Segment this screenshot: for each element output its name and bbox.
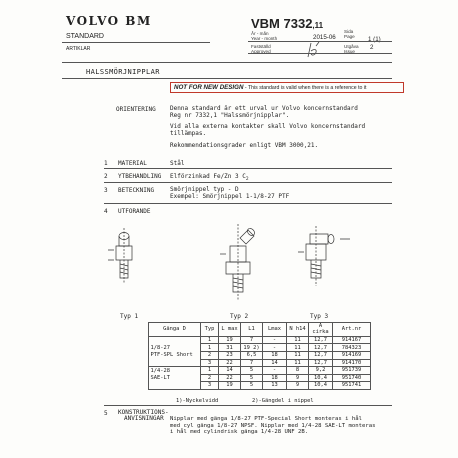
table-cell: 22 [219, 374, 241, 382]
page-value: 1 (1) [368, 36, 381, 43]
ytbehandling-text: Elförzinkad Fe/Zn 3 C [170, 173, 246, 180]
orientering-line: Reg nr 7332,1 "Halssmörjnipplar". [170, 111, 290, 119]
header-divider-right-2 [248, 53, 392, 54]
issue-label-en: Issue [344, 48, 355, 54]
header-divider-left [62, 42, 210, 43]
table-cell: - [263, 336, 287, 344]
notice-title: NOT FOR NEW DESIGN [174, 84, 244, 91]
beteckning-example: Exempel: Smörjnippel 1-1/8-27 PTF [170, 192, 290, 200]
section-number: 4 [104, 208, 108, 215]
type-1-caption: Typ 1 [120, 313, 139, 320]
table-cell: 2 [201, 352, 219, 360]
table-cell: 12,7 [309, 352, 333, 360]
table-header-row [149, 323, 371, 337]
table-cell: 11 [287, 344, 309, 352]
type-2-caption: Typ 2 [230, 313, 249, 320]
orientering-line: Vid alla externa kontakter skall Volvo koncernstandard [170, 123, 366, 131]
table-cell: 12,7 [309, 336, 333, 344]
issue-value: 2 [370, 44, 374, 51]
column-header: Gänga D [149, 323, 201, 337]
section-rule [104, 203, 392, 204]
table-row [149, 344, 371, 352]
utforande-label: UTFORANDE [118, 208, 151, 215]
table-cell: 9 [287, 374, 309, 382]
title-rule [62, 78, 392, 79]
table-cell: 5 [241, 374, 263, 382]
column-header: Typ [201, 323, 219, 337]
table-cell: - [263, 344, 287, 352]
ytbehandling-value [170, 173, 249, 182]
table-cell: 951740 [333, 374, 371, 382]
approval-signature [303, 40, 323, 60]
section-number: 3 [104, 187, 108, 194]
column-header: A cirka [309, 323, 333, 337]
orientering-line: Denna standard är ett urval ur Volvo koncernstandard [170, 105, 358, 112]
doc-number-suffix: ,11 [312, 21, 324, 30]
column-header: Lmax [263, 323, 287, 337]
table-cell: 9,2 [309, 367, 333, 375]
approved-label-en: Approved [251, 48, 271, 54]
notice-text: - This standard is valid when there is a reference to it [243, 85, 367, 91]
year-label-sv: År - mån [251, 31, 269, 36]
table-cell: 10,4 [309, 374, 333, 382]
table-cell: 1 [201, 336, 219, 344]
prepared-label: Fastställd [251, 44, 271, 49]
table-cell: 5 [241, 367, 263, 375]
table-cell: 9 [287, 382, 309, 390]
table-cell: 23 [219, 352, 241, 360]
table-row [149, 359, 371, 367]
beteckning-value [170, 187, 289, 200]
thread-cell: 1/8-27 [149, 344, 201, 352]
table-cell: 7 [241, 359, 263, 367]
page-label-sv: Sida [344, 29, 354, 34]
table-cell: 914169 [333, 352, 371, 360]
column-header: L max [219, 323, 241, 337]
articles-label: ARTIKLAR [66, 46, 91, 52]
ytbehandling-subscript: 2 [245, 177, 249, 183]
table-cell: 14 [219, 367, 241, 375]
table-cell: 784323 [333, 344, 371, 352]
doc-number [251, 16, 323, 31]
type-3-caption: Typ 3 [310, 313, 329, 320]
year-label-en: Year - month [251, 35, 278, 41]
year-label [251, 32, 277, 41]
table-cell: 914170 [333, 359, 371, 367]
table-cell: 31 [219, 344, 241, 352]
section-number: 2 [104, 173, 108, 180]
thread-cell: SAE-LT [149, 374, 201, 382]
nipple-type-2-drawing [220, 224, 256, 300]
thread-cell [149, 382, 201, 390]
table-row [149, 352, 371, 360]
orientering-line: Rekommendationsgrader enligt VBM 3000,21. [170, 141, 319, 149]
nipple-drawings [100, 220, 400, 320]
section-rule [104, 182, 392, 183]
doc-number-main: VBM 7332 [251, 16, 313, 31]
ytbehandling-label: YTBEHANDLING [118, 173, 162, 180]
thread-cell [149, 359, 201, 367]
material-label: MATERIAL [118, 160, 147, 167]
table-cell: 12,7 [309, 359, 333, 367]
table-cell: 914167 [333, 336, 371, 344]
section-rule [104, 405, 392, 406]
notice [174, 84, 366, 91]
table-cell: 13 [263, 382, 287, 390]
table-row [149, 382, 371, 390]
table-cell: 8 [287, 367, 309, 375]
table-cell: 951741 [333, 382, 371, 390]
beteckning-label: BETECKNING [118, 187, 155, 194]
doc-date: 2015-06 [313, 34, 336, 41]
table-cell: 1 [201, 367, 219, 375]
table-cell: 14 [263, 359, 287, 367]
table-cell: 7 [241, 336, 263, 344]
table-row [149, 367, 371, 375]
page-label [344, 30, 355, 39]
orientering-label: ORIENTERING [116, 106, 156, 113]
thread-cell: PTF-SPL Short [149, 352, 201, 360]
issue-label-sv: Utgåva [344, 44, 359, 49]
brand-logo: VOLVO BM [66, 14, 152, 28]
thread-cell [149, 336, 201, 344]
konstruktion-label-line: ANVISNINGAR [124, 415, 164, 423]
konstruktion-label [118, 410, 169, 423]
table-cell: 19 [219, 336, 241, 344]
beteckning-line: Smörjnippel typ - D [170, 186, 239, 193]
orientering-line: tillämpas. [170, 130, 207, 138]
table-cell: 3 [201, 382, 219, 390]
section-rule [104, 168, 392, 169]
table-cell: 951739 [333, 367, 371, 375]
nipple-type-1-drawing [108, 228, 132, 284]
nipple-type-3-drawing [298, 226, 350, 286]
column-header: L1 [241, 323, 263, 337]
table-cell: 11 [287, 359, 309, 367]
material-value: Stål [170, 160, 185, 167]
page-label-en: Page [344, 33, 355, 39]
table-cell: 11 [287, 352, 309, 360]
table-cell: 12,7 [309, 344, 333, 352]
footnote: 1)-Nyckelvidd [176, 398, 219, 404]
footnote: 2)-Gängdel i nippel [252, 398, 314, 404]
section-number: 5 [104, 410, 108, 417]
table-row [149, 336, 371, 344]
konstruktion-line: Nipplar med gänga 1/8-27 PTF-Special Short monteras i hål [170, 416, 362, 422]
table-cell: 2 [201, 374, 219, 382]
column-header: Art.nr [333, 323, 371, 337]
header-bottom-rule [62, 62, 392, 63]
table-cell: 18 [263, 352, 287, 360]
spec-table [148, 322, 371, 390]
column-header: N h14 [287, 323, 309, 337]
table-cell: - [263, 367, 287, 375]
table-cell: 19 [219, 382, 241, 390]
table-cell: 5 [241, 382, 263, 390]
header-divider-right-1 [248, 41, 392, 42]
table-cell: 1 [201, 344, 219, 352]
konstruktion-line: med cyl gänga 1/8-27 NPSF. Nipplar med 1/4-28 SAE-LT monteras [170, 422, 376, 429]
table-cell: 10,4 [309, 382, 333, 390]
table-cell: 19 2) [241, 344, 263, 352]
table-cell: 11 [287, 336, 309, 344]
table-cell: 18 [263, 374, 287, 382]
section-number: 1 [104, 160, 108, 167]
table-cell: 6,5 [241, 352, 263, 360]
thread-cell: 1/4-28 [149, 367, 201, 375]
page-title: HALSSMÖRJNIPPLAR [86, 68, 160, 76]
standard-label: STANDARD [66, 33, 104, 40]
konstruktion-line: i hål med cylindrisk gänga 1/4-28 UNF 2B. [170, 429, 309, 436]
orientering-text [170, 106, 365, 150]
table-row [149, 374, 371, 382]
table-cell: 22 [219, 359, 241, 367]
konstruktion-text [170, 416, 375, 436]
table-cell: 3 [201, 359, 219, 367]
konstruktion-label-line: KONSTRUKTIONS- [118, 409, 169, 416]
